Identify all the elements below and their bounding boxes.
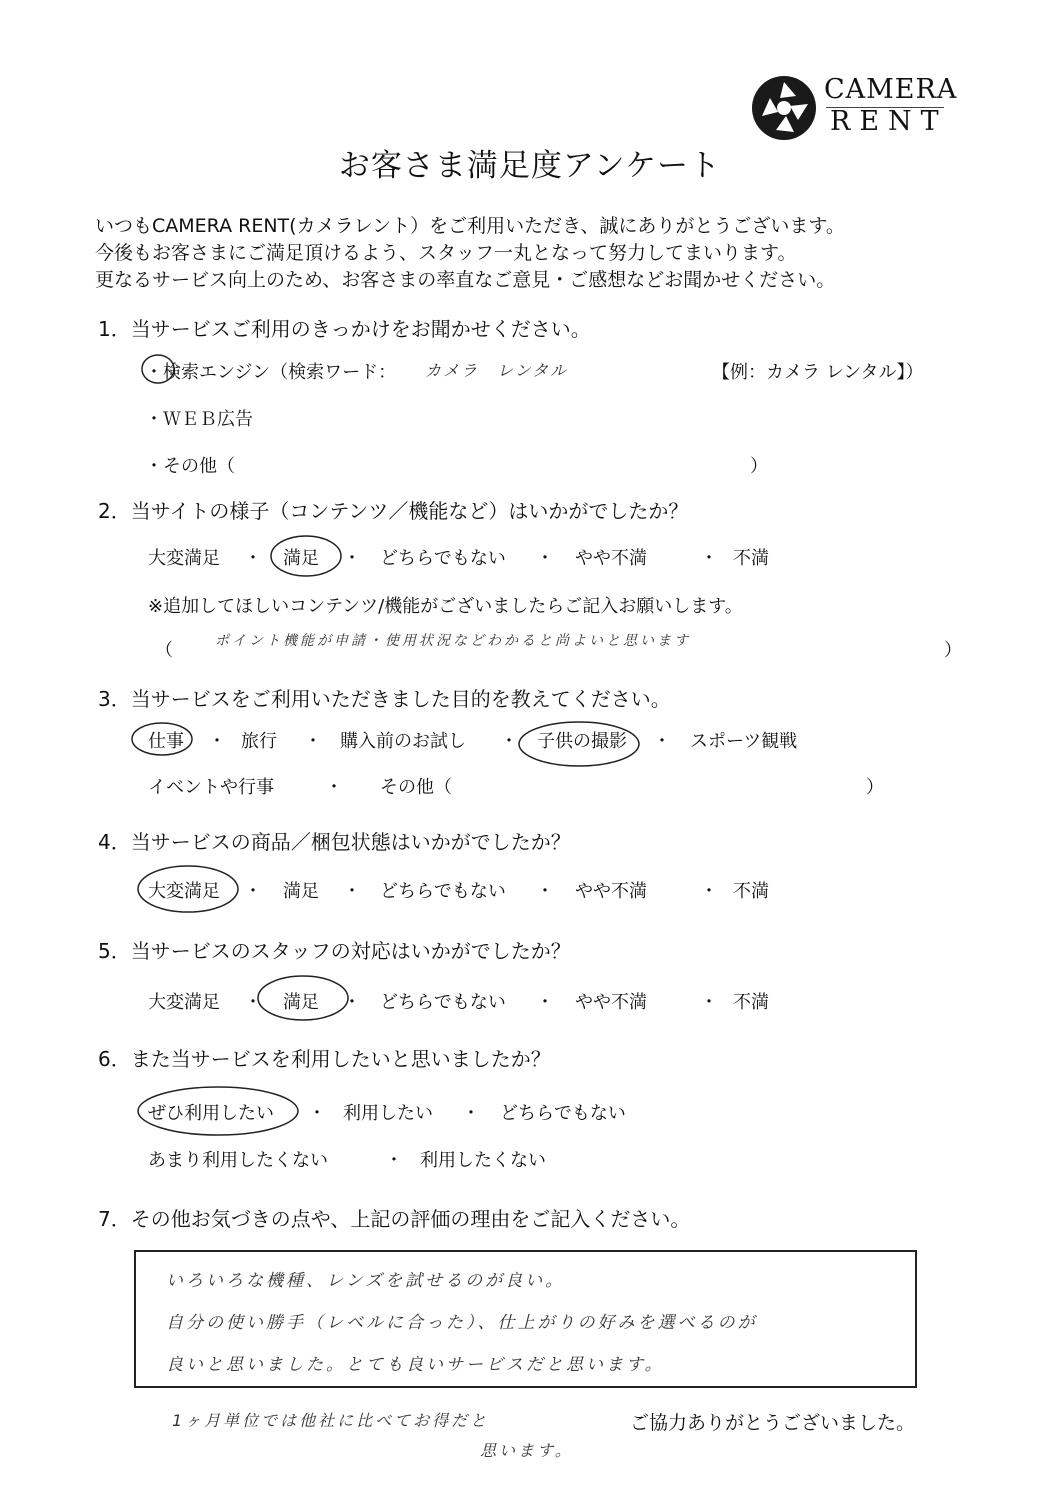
extra-comment-line: 1ヶ月単位では他社に比べてお得だと [172, 1411, 490, 1430]
q4-option[interactable]: 大変満足 [148, 881, 220, 902]
comment-line: いろいろな機種、レンズを試せるのが良い。 [166, 1271, 566, 1291]
q3-option[interactable]: 旅行 [241, 731, 277, 752]
intro-line: 今後もお客さまにご満足頂けるよう、スタッフ一丸となって努力してまいります。 [95, 242, 797, 264]
q5-option[interactable]: 不満 [733, 992, 769, 1013]
q3-option-event[interactable]: イベントや行事 [148, 777, 274, 798]
q4-separator: ・ [700, 881, 718, 902]
comment-line: 自分の使い勝手（レベルに合った）、仕上がりの好みを選べるのが [166, 1313, 758, 1333]
logo-camera-text: CAMERA [824, 74, 958, 105]
q3-separator: ・ [208, 731, 226, 752]
q6-separator: ・ [385, 1150, 403, 1171]
q3-separator: ・ [325, 777, 343, 798]
q5-separator: ・ [244, 992, 262, 1013]
logo-rent-text: RENT [830, 106, 948, 137]
q2-answer: ポイント機能が申請・使用状況などわかると尚よいと思います [215, 633, 691, 649]
question-4: 4．当サービスの商品／梱包状態はいかがでしたか？ [98, 830, 571, 854]
q3-other-close: ） [866, 777, 884, 798]
q2-separator: ・ [343, 548, 361, 569]
q3-separator: ・ [500, 731, 518, 752]
aperture-logo-icon [750, 74, 818, 142]
q1-search-example: 【例：カメラ レンタル】） [712, 362, 924, 383]
q2-option[interactable]: 大変満足 [148, 548, 220, 569]
q5-option[interactable]: どちらでもない [380, 992, 506, 1013]
q1-option-search[interactable]: ・検索エンジン（検索ワード： [145, 362, 397, 383]
extra-comment-line: 思います。 [480, 1441, 574, 1460]
q3-option-other[interactable]: その他（ [380, 777, 452, 798]
q5-option[interactable]: 大変満足 [148, 992, 220, 1013]
question-2: 2．当サイトの様子（コンテンツ／機能など）はいかがでしたか？ [98, 499, 689, 523]
q2-separator: ・ [244, 548, 262, 569]
q5-option[interactable]: やや不満 [575, 992, 647, 1013]
q2-option[interactable]: やや不満 [575, 548, 647, 569]
q1-other-close: ） [750, 456, 768, 477]
thanks-text: ご協力ありがとうございました。 [630, 1412, 916, 1434]
q6-option[interactable]: あまり利用したくない [148, 1150, 328, 1171]
q2-separator: ・ [536, 548, 554, 569]
q4-option[interactable]: やや不満 [575, 881, 647, 902]
q4-option[interactable]: どちらでもない [380, 881, 506, 902]
question-7: 7．その他お気づきの点や、上記の評価の理由をご記入ください。 [98, 1207, 691, 1231]
q4-option[interactable]: 満足 [283, 881, 319, 902]
q3-separator: ・ [304, 731, 322, 752]
q6-option[interactable]: どちらでもない [500, 1103, 626, 1124]
comment-line: 良いと思いました。とても良いサービスだと思います。 [166, 1355, 665, 1375]
question-1: 1．当サービスご利用のきっかけをお聞かせください。 [98, 317, 591, 341]
q1-option-web-ad[interactable]: ・ＷＥＢ広告 [145, 409, 253, 430]
intro-line: いつもCAMERA RENT(カメラレント）をご利用いただき、誠にありがとうございます。 [95, 215, 845, 237]
q3-option[interactable]: 仕事 [148, 731, 184, 752]
q4-separator: ・ [536, 881, 554, 902]
intro-line: 更なるサービス向上のため、お客さまの率直なご意見・ご感想などお聞かせください。 [95, 269, 836, 291]
q2-option[interactable]: どちらでもない [380, 548, 506, 569]
q5-separator: ・ [343, 992, 361, 1013]
q3-option[interactable]: 購入前のお試し [340, 731, 466, 752]
q5-separator: ・ [536, 992, 554, 1013]
q5-option[interactable]: 満足 [283, 992, 319, 1013]
q6-option[interactable]: ぜひ利用したい [148, 1103, 274, 1124]
comment-box[interactable] [134, 1250, 917, 1388]
q6-option[interactable]: 利用したい [343, 1103, 433, 1124]
q4-separator: ・ [244, 881, 262, 902]
q6-option[interactable]: 利用したくない [420, 1150, 546, 1171]
question-3: 3．当サービスをご利用いただきました目的を教えてください。 [98, 687, 671, 711]
q3-option[interactable]: スポーツ観戦 [690, 731, 798, 752]
q6-separator: ・ [308, 1103, 326, 1124]
q1-search-answer: カメラ レンタル [425, 361, 568, 380]
q4-option[interactable]: 不満 [733, 881, 769, 902]
q4-separator: ・ [343, 881, 361, 902]
q3-option[interactable]: 子供の撮影 [537, 731, 627, 752]
camera-rent-logo [750, 72, 958, 142]
q2-option[interactable]: 満足 [283, 548, 319, 569]
q2-separator: ・ [700, 548, 718, 569]
intro-text [95, 213, 845, 294]
q6-separator: ・ [462, 1103, 480, 1124]
q3-separator: ・ [653, 731, 671, 752]
q2-note: ※追加してほしいコンテンツ/機能がございましたらご記入お願いします。 [148, 596, 743, 617]
page-title: お客さま満足度アンケート [338, 148, 722, 184]
q2-close-paren: ） [944, 640, 962, 661]
q1-option-other[interactable]: ・その他（ [145, 456, 235, 477]
q5-separator: ・ [700, 992, 718, 1013]
question-6: 6．また当サービスを利用したいと思いましたか？ [98, 1047, 551, 1071]
q2-option[interactable]: 不満 [733, 548, 769, 569]
q2-open-paren: （ [155, 640, 173, 661]
question-5: 5．当サービスのスタッフの対応はいかがでしたか？ [98, 939, 571, 963]
